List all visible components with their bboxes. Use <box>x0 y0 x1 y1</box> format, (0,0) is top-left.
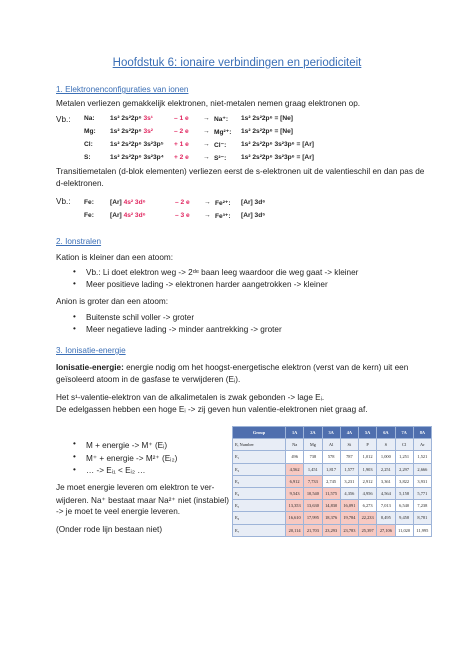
kation-bullet-2: • Meer positieve lading -> elektronen harder aangetrokken -> kleiner <box>86 280 328 289</box>
table-cell: 2,666 <box>413 463 431 475</box>
table-cell: 23,783 <box>340 524 358 536</box>
table-cell: 3,361 <box>377 475 395 487</box>
electron-change: – 3 e <box>175 212 190 219</box>
table-cell: 2,251 <box>377 463 395 475</box>
table-cell: 7,238 <box>413 500 431 512</box>
table-row <box>233 463 432 475</box>
valence-electrons: 3s¹ <box>143 115 153 122</box>
electron-configuration <box>110 141 164 148</box>
table-cell: 4,956 <box>359 487 377 499</box>
table-row <box>233 475 432 487</box>
table-row <box>233 487 432 499</box>
table-cell: 10,540 <box>304 487 322 499</box>
table-cell: 1,577 <box>340 463 358 475</box>
table-cell: 578 <box>322 451 340 463</box>
section-heading-2[interactable]: 2. Ionstralen <box>56 237 102 246</box>
electron-change: – 2 e <box>174 128 189 135</box>
table-cell: 21,703 <box>304 524 322 536</box>
ion-configuration: 1s² 2s²2p⁶ 3s²3p⁶ = [Ar] <box>241 154 314 161</box>
configuration-core: 1s² 2s²2p⁶ <box>110 115 144 122</box>
table-cell: 17,995 <box>304 512 322 524</box>
element-symbol: Fe: <box>84 212 94 219</box>
table-cell: 8A <box>413 427 431 439</box>
example-label: Vb.: <box>56 115 71 124</box>
intro-text: Metalen verliezen gemakkelijk elektronen, niet-metalen nemen graag elektronen op. <box>56 99 361 108</box>
anion-bullet-1: • Buitenste schil voller -> groter <box>86 313 194 322</box>
para-line-3: -> je moet te veel energie leveren. <box>56 507 181 516</box>
table-cell: 5,158 <box>395 487 413 499</box>
table-cell: 7,733 <box>304 475 322 487</box>
table-cell: 1,012 <box>359 451 377 463</box>
table-cell: Si <box>340 439 358 451</box>
configuration-core: 1s² 2s²2p⁶ <box>110 128 144 135</box>
table-cell: Cl <box>395 439 413 451</box>
table-cell: 22,233 <box>359 512 377 524</box>
note-text: (Onder rode lijn bestaan niet) <box>56 525 163 534</box>
section-heading-1[interactable]: 1. Elektronenconfiguraties van ionen <box>56 85 189 94</box>
table-row <box>233 512 432 524</box>
table-cell: 4,356 <box>340 487 358 499</box>
arrow-icon: → <box>203 141 210 148</box>
ie-bullet-1: • M + energie -> M⁺ (Eᵢ) <box>86 440 167 450</box>
table-row <box>233 524 432 536</box>
table-row-label: E₁ <box>233 451 286 463</box>
table-cell: 11,575 <box>322 487 340 499</box>
table-cell: 2,745 <box>322 475 340 487</box>
valence-electrons: 3s² <box>143 128 153 135</box>
arrow-icon: → <box>204 212 211 219</box>
table-cell: 6,540 <box>395 500 413 512</box>
table-cell: 496 <box>286 451 304 463</box>
noble-gas-text: De edelgassen hebben een hoge Eᵢ -> zij geven hun valentie-elektronen niet graag af. <box>56 405 368 414</box>
electron-configuration <box>110 199 146 206</box>
definition-line-1 <box>56 363 408 372</box>
example-label-2: Vb.: <box>56 197 71 206</box>
valence-electrons: 4s² 3d⁶ <box>123 212 146 219</box>
table-cell: 8,495 <box>377 512 395 524</box>
element-symbol: Cl: <box>84 141 93 148</box>
table-cell: 4,562 <box>286 463 304 475</box>
anion-text: Anion is groter dan een atoom: <box>56 297 168 306</box>
ion-symbol: S²⁻: <box>214 155 227 162</box>
table-cell: 27,106 <box>377 524 395 536</box>
table-cell: 5,771 <box>413 487 431 499</box>
page-title: Hoofdstuk 6: ionaire verbindingen en periodiciteit <box>112 57 362 69</box>
ion-symbol: Cl⁻: <box>214 142 227 149</box>
ie-bullet-2: • M⁺ + energie -> M²⁺ (Eᵢ₂) <box>86 453 177 463</box>
kation-text: Kation is kleiner dan een atoom: <box>56 253 173 262</box>
ion-configuration: [Ar] 3d⁶ <box>241 199 266 206</box>
electron-change: – 1 e <box>174 115 189 122</box>
table-header-row <box>233 427 432 439</box>
table-cell: 11,020 <box>395 524 413 536</box>
table-cell: 8,781 <box>413 512 431 524</box>
table-cell: 11,995 <box>413 524 431 536</box>
electron-configuration <box>110 115 153 122</box>
table-cell: 1,251 <box>395 451 413 463</box>
table-row-label: E₂ <box>233 463 286 475</box>
table-row-label: E₃ <box>233 475 286 487</box>
table-cell: 1,903 <box>359 463 377 475</box>
ion-symbol: Na⁺: <box>214 116 229 123</box>
configuration-core: 1s² 2s²2p⁶ 3s²3p⁵ <box>110 141 164 148</box>
table-subheader-row <box>233 439 432 451</box>
table-cell: Ar <box>413 439 431 451</box>
electron-change: + 1 e <box>174 141 189 148</box>
table-row-label: E₇ <box>233 524 286 536</box>
ion-configuration: 1s² 2s²2p⁶ = [Ne] <box>241 128 293 135</box>
table-cell: 16,610 <box>286 512 304 524</box>
anion-bullet-2: • Meer negatieve lading -> minder aantrekking -> groter <box>86 325 282 334</box>
table-cell: 23,293 <box>322 524 340 536</box>
table-cell: 1,451 <box>304 463 322 475</box>
kation-bullet-1: • Vb.: Li doet elektron weg -> 2ᵈᵉ baan leeg waardoor die weg gaat -> kleiner <box>86 268 358 277</box>
table-cell: 18,376 <box>322 512 340 524</box>
arrow-icon: → <box>203 128 210 135</box>
table-cell: 5A <box>359 427 377 439</box>
ion-symbol: Fe²⁺: <box>215 200 231 207</box>
table-row <box>233 500 432 512</box>
valence-electrons: 4s² 3d⁶ <box>123 199 146 206</box>
table-cell: 1,817 <box>322 463 340 475</box>
table-cell: 9,458 <box>395 512 413 524</box>
table-cell: Na <box>286 439 304 451</box>
table-cell: 738 <box>304 451 322 463</box>
table-cell: 3,231 <box>340 475 358 487</box>
configuration-core: 1s² 2s²2p⁶ 3s²3p⁴ <box>110 154 164 161</box>
alkali-text: Het s¹-valentie-elektron van de alkalimetalen is zwak gebonden -> lage Eᵢ. <box>56 393 325 402</box>
table-cell: 7A <box>395 427 413 439</box>
table-cell: 2A <box>304 427 322 439</box>
table-cell: 1,521 <box>413 451 431 463</box>
table-cell: 2,912 <box>359 475 377 487</box>
table-cell: S <box>377 439 395 451</box>
definition-line-2: geïsoleerd atoom in de gasfase te verwijderen (Eᵢ). <box>56 375 241 384</box>
ie-bullet-3: • … -> Eᵢ₁ < Eᵢ₂ … <box>86 466 145 475</box>
table-cell: 1,000 <box>377 451 395 463</box>
table-cell: 4A <box>340 427 358 439</box>
table-cell: 3,822 <box>395 475 413 487</box>
ion-symbol: Fe³⁺: <box>215 213 231 220</box>
table-cell: 25,397 <box>359 524 377 536</box>
definition-term: Ionisatie-energie: <box>56 363 124 372</box>
para-line-2: wijderen. Na⁺ bestaat maar Na²⁺ niet (instabiel) <box>56 496 229 505</box>
table-cell: Al <box>322 439 340 451</box>
table-row-label: Eᵢ Number <box>233 439 286 451</box>
configuration-core: [Ar] <box>110 212 124 219</box>
ion-configuration: 1s² 2s²2p⁶ 3s²3p⁶ = [Ar] <box>241 141 314 148</box>
transition-text-2: d-elektronen. <box>56 179 104 188</box>
table-cell: 13,630 <box>304 500 322 512</box>
ion-configuration: [Ar] 3d⁵ <box>241 212 266 219</box>
para-line-1: Je moet energie leveren om elektron te ver- <box>56 483 215 492</box>
ion-symbol: Mg²⁺: <box>214 129 232 136</box>
table-cell: 13,353 <box>286 500 304 512</box>
table-cell: 2,297 <box>395 463 413 475</box>
electron-configuration <box>110 212 146 219</box>
arrow-icon: → <box>204 199 211 206</box>
table-row-label: E₆ <box>233 512 286 524</box>
table-row-label: Group <box>233 427 286 439</box>
table-row <box>233 451 432 463</box>
electron-change: + 2 e <box>174 154 189 161</box>
arrow-icon: → <box>203 154 210 161</box>
arrow-icon: → <box>203 115 210 122</box>
configuration-core: [Ar] <box>110 199 124 206</box>
table-cell: 6A <box>377 427 395 439</box>
table-row-label: E₅ <box>233 500 286 512</box>
table-cell: 3A <box>322 427 340 439</box>
table-cell: 6,273 <box>359 500 377 512</box>
table-cell: P <box>359 439 377 451</box>
section-heading-3[interactable]: 3. Ionisatie-energie <box>56 346 126 355</box>
ionization-energy-table <box>232 426 432 537</box>
table-cell: 20,114 <box>286 524 304 536</box>
table-cell: 6,912 <box>286 475 304 487</box>
element-symbol: Na: <box>84 115 95 122</box>
definition-rest: energie nodig om het hoogst-energetische elektron (verst van de kern) uit een <box>123 363 409 372</box>
table-cell: 3,931 <box>413 475 431 487</box>
table-cell: 787 <box>340 451 358 463</box>
transition-text-1: Transitiemetalen (d-blok elementen) verliezen eerst de s-elektronen uit de valentieschil en dan pas de <box>56 167 425 176</box>
table-cell: 4,564 <box>377 487 395 499</box>
table-cell: 16,091 <box>340 500 358 512</box>
electron-configuration <box>110 154 164 161</box>
table-cell: Mg <box>304 439 322 451</box>
element-symbol: Mg: <box>84 128 96 135</box>
table-row-label: E₄ <box>233 487 286 499</box>
ion-configuration: 1s² 2s²2p⁶ = [Ne] <box>241 115 293 122</box>
table-cell: 19,784 <box>340 512 358 524</box>
table-cell: 7,013 <box>377 500 395 512</box>
table-cell: 1A <box>286 427 304 439</box>
electron-configuration <box>110 128 153 135</box>
element-symbol: Fe: <box>84 199 94 206</box>
table-cell: 9,543 <box>286 487 304 499</box>
table-cell: 14,830 <box>322 500 340 512</box>
element-symbol: S: <box>84 154 91 161</box>
electron-change: – 2 e <box>175 199 190 206</box>
